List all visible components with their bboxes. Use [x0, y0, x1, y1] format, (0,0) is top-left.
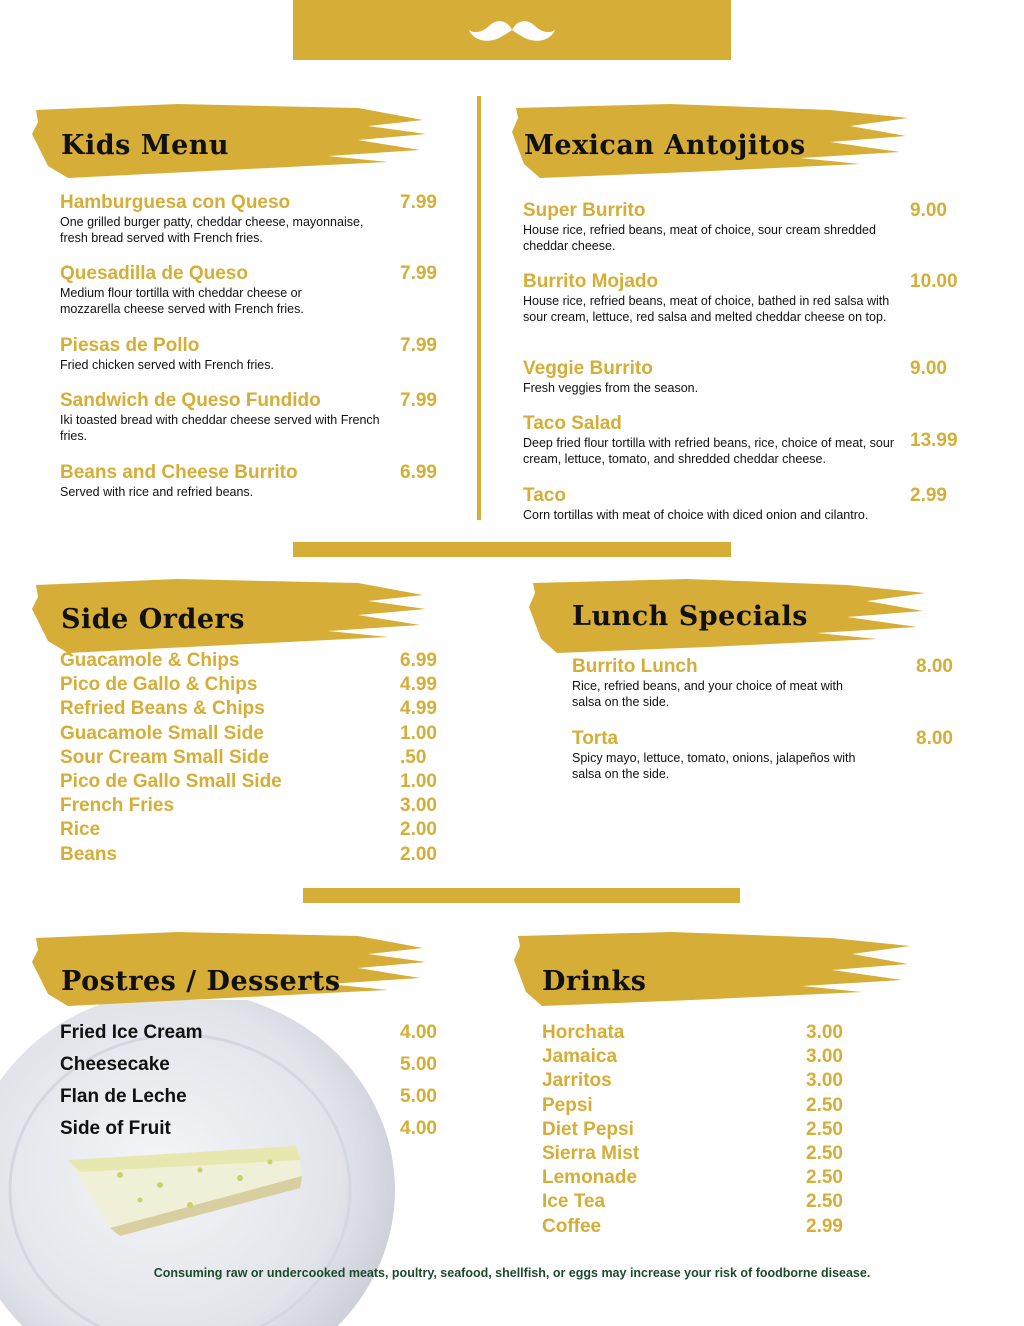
side-orders-header: [28, 575, 428, 660]
side-orders-list: [60, 650, 460, 868]
menu-item: [523, 201, 908, 254]
item-price: 4.00: [400, 1022, 437, 1043]
item-price: 3.00: [806, 1046, 843, 1068]
list-item: [542, 1070, 862, 1094]
item-price: 9.00: [910, 358, 947, 379]
item-name: Burrito Mojado: [523, 271, 659, 292]
menu-item: [523, 359, 908, 396]
item-name: Taco: [523, 485, 566, 506]
item-price: 7.99: [400, 390, 437, 411]
item-name: Pico de Gallo & Chips: [60, 674, 258, 696]
item-price: 8.00: [916, 728, 953, 749]
item-name: Rice: [60, 819, 101, 841]
header-bar: [293, 0, 731, 60]
item-price: 6.99: [400, 462, 437, 483]
item-price: 2.50: [806, 1118, 843, 1140]
menu-item: [60, 264, 360, 317]
item-price: 7.99: [400, 335, 437, 356]
mustache-icon: [467, 12, 557, 52]
item-description: House rice, refried beans, meat of choice, sour cream shredded cheddar cheese.: [523, 223, 876, 253]
item-price: 2.50: [806, 1142, 843, 1164]
section-title: Drinks: [542, 966, 647, 997]
list-item: [60, 1118, 460, 1150]
item-price: 2.99: [806, 1215, 843, 1237]
item-name: Beans and Cheese Burrito: [60, 462, 298, 483]
desserts-header: [28, 928, 428, 1013]
item-name: Burrito Lunch: [572, 656, 698, 677]
section-title: Side Orders: [61, 604, 245, 635]
list-item: [60, 771, 460, 795]
item-name: Ice Tea: [542, 1191, 606, 1213]
item-description: Spicy mayo, lettuce, tomato, onions, jalapeños with salsa on the side.: [572, 751, 856, 781]
list-item: [542, 1143, 862, 1167]
item-name: Sour Cream Small Side: [60, 746, 270, 768]
menu-item: [60, 193, 380, 246]
item-description: Iki toasted bread with cheddar cheese served with French fries.: [60, 413, 380, 443]
menu-item: [523, 272, 908, 325]
item-price: 3.00: [806, 1022, 843, 1043]
item-price: 2.50: [806, 1094, 843, 1116]
list-item: [542, 1167, 862, 1191]
list-item: [60, 674, 460, 698]
item-price: 7.99: [400, 263, 437, 284]
item-description: Corn tortillas with meat of choice with diced onion and cilantro.: [523, 508, 869, 522]
item-name: Taco Salad: [523, 413, 622, 434]
item-name: Super Burrito: [523, 200, 646, 221]
list-item: [60, 795, 460, 819]
menu-item: [523, 486, 908, 523]
list-item: [542, 1119, 862, 1143]
section-divider-1: [293, 542, 731, 557]
item-price: 9.00: [910, 200, 947, 221]
food-safety-disclaimer: Consuming raw or undercooked meats, poultry, seafood, shellfish, or eggs may increase your risk of foodborne disease.: [153, 1266, 871, 1280]
item-name: Pico de Gallo Small Side: [60, 770, 282, 792]
item-price: 2.00: [400, 843, 437, 865]
list-item: [60, 698, 460, 722]
menu-item: [60, 463, 380, 500]
section-title: Kids Menu: [61, 130, 230, 161]
item-price: 5.00: [400, 1054, 437, 1075]
menu-item: [572, 729, 872, 782]
item-name: Beans: [60, 843, 118, 865]
kids-menu-header: [28, 100, 428, 185]
menu-item: [60, 336, 380, 373]
item-name: Jarritos: [542, 1070, 612, 1092]
item-description: Fresh veggies from the season.: [523, 381, 699, 395]
desserts-list: [60, 1022, 460, 1150]
item-name: Pepsi: [542, 1094, 593, 1116]
item-price: 1.00: [400, 722, 437, 744]
item-name: Fried Ice Cream: [60, 1022, 203, 1043]
section-divider-2: [303, 888, 740, 903]
list-item: [60, 819, 460, 843]
item-price: 10.00: [910, 271, 958, 292]
item-name: Cheesecake: [60, 1054, 170, 1075]
item-price: 8.00: [916, 656, 953, 677]
item-name: Horchata: [542, 1022, 625, 1043]
item-price: 3.00: [400, 795, 437, 817]
item-price: 2.99: [910, 485, 947, 506]
list-item: [542, 1216, 862, 1240]
menu-item: [523, 414, 908, 467]
item-name: Refried Beans & Chips: [60, 698, 265, 720]
item-name: Flan de Leche: [60, 1086, 187, 1107]
item-price: 2.50: [806, 1191, 843, 1213]
list-item: [542, 1191, 862, 1215]
item-name: Diet Pepsi: [542, 1118, 634, 1140]
column-divider: [477, 96, 481, 520]
item-description: One grilled burger patty, cheddar cheese, mayonnaise, fresh bread served with French fries.: [60, 215, 364, 245]
item-name: Jamaica: [542, 1046, 618, 1068]
item-name: Hamburguesa con Queso: [60, 192, 291, 213]
list-item: [60, 1086, 460, 1118]
item-name: Veggie Burrito: [523, 358, 653, 379]
list-item: [60, 844, 460, 868]
antojitos-header: [510, 100, 910, 185]
item-price: 13.99: [910, 430, 958, 451]
item-price: 4.99: [400, 674, 437, 696]
menu-item: [572, 657, 872, 710]
item-name: Quesadilla de Queso: [60, 263, 248, 284]
item-name: Sierra Mist: [542, 1142, 640, 1164]
drinks-header: [512, 928, 912, 1013]
item-name: Piesas de Pollo: [60, 335, 200, 356]
item-name: Guacamole Small Side: [60, 722, 264, 744]
item-name: Side of Fruit: [60, 1118, 171, 1139]
item-description: Rice, refried beans, and your choice of meat with salsa on the side.: [572, 679, 843, 709]
menu-item: [60, 391, 380, 444]
list-item: [60, 650, 460, 674]
list-item: [60, 747, 460, 771]
item-price: 4.00: [400, 1118, 437, 1139]
list-item: [60, 1054, 460, 1086]
list-item: [60, 1022, 460, 1054]
drinks-list: [542, 1022, 862, 1240]
item-price: 5.00: [400, 1086, 437, 1107]
item-price: 3.00: [806, 1070, 843, 1092]
item-price: 4.99: [400, 698, 437, 720]
lunch-specials-header: [527, 575, 927, 660]
item-name: Guacamole & Chips: [60, 650, 240, 671]
item-description: Fried chicken served with French fries.: [60, 358, 274, 372]
item-price: 1.00: [400, 770, 437, 792]
list-item: [542, 1022, 862, 1046]
section-title: Lunch Specials: [572, 601, 808, 632]
section-title: Mexican Antojitos: [524, 130, 806, 161]
list-item: [542, 1046, 862, 1070]
list-item: [542, 1095, 862, 1119]
item-name: Coffee: [542, 1215, 602, 1237]
item-price: 7.99: [400, 192, 437, 213]
item-price: 6.99: [400, 650, 437, 671]
item-price: .50: [400, 746, 427, 768]
item-name: French Fries: [60, 795, 175, 817]
item-description: Deep fried flour tortilla with refried beans, rice, choice of meat, sour cream, lettuce, tomato, and shredded cheddar cheese.: [523, 436, 895, 466]
item-name: Torta: [572, 728, 619, 749]
item-description: Medium flour tortilla with cheddar cheese or mozzarella cheese served with French fries.: [60, 286, 304, 316]
item-name: Lemonade: [542, 1167, 638, 1189]
list-item: [60, 723, 460, 747]
section-title: Postres / Desserts: [61, 966, 341, 997]
item-name: Sandwich de Queso Fundido: [60, 390, 321, 411]
item-description: Served with rice and refried beans.: [60, 485, 254, 499]
item-price: 2.00: [400, 819, 437, 841]
item-price: 2.50: [806, 1167, 843, 1189]
item-description: House rice, refried beans, meat of choice, bathed in red salsa with sour cream, lettuce, red salsa and melted cheddar cheese on top.: [523, 294, 890, 324]
